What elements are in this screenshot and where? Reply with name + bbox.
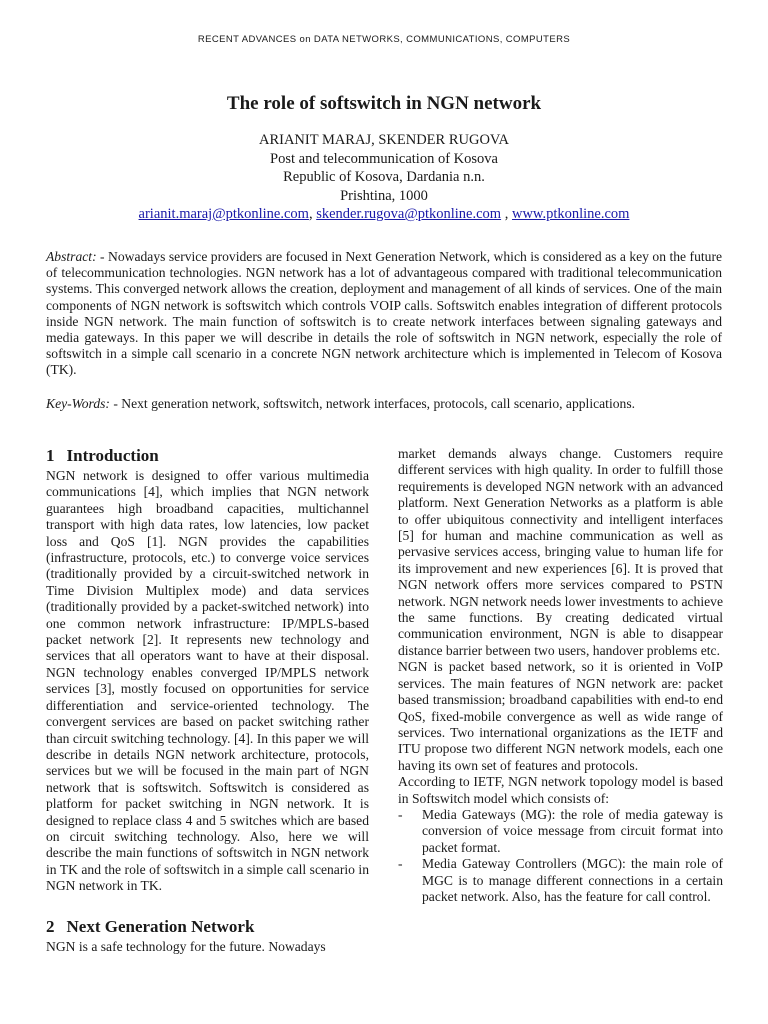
list-item <box>398 807 723 856</box>
paper-title: The role of softswitch in NGN network <box>226 93 542 114</box>
ngn-paragraph-start: NGN is a safe technology for the future. Nowadays <box>46 938 326 954</box>
section-heading-introduction <box>46 446 369 466</box>
affiliation-line: Post and telecommunication of Kosova <box>270 150 498 167</box>
ngn-paragraph-2: NGN is packet based network, so it is oriented in VoIP services. The main features of NGN network are: packet based transmission; broadband capabilities with end-to end QoS, fixed-mobile convergence as well as wide range of services. Two international organizations as the IETF and ITU propose two different NGN network models, each one having its own set of features and protocols. <box>398 659 723 773</box>
list-item-text: Media Gateway Controllers (MGC): the main role of MGC is to manage different connections in a certain packet network. Also, has the feature for call control. <box>422 856 723 904</box>
abstract-label: Abstract: <box>46 249 97 264</box>
keywords-text: - Next generation network, softswitch, network interfaces, protocols, call scenario, applications. <box>109 396 636 411</box>
affiliation-line: Prishtina, 1000 <box>340 187 428 204</box>
abstract-text: - Nowadays service providers are focused in Next Generation Network, which is considered as a key on the future of telecommunication technologies. NGN network has a lot of advantageous compared with traditional telecommunication systems. This converged network allows the creation, deployment and management of all kinds of services. One of the main components of NGN network is softswitch which controls VOIP calls. Softswitch enables integration of different protocols inside NGN network. The main function of softswitch is to create network interfaces between signaling gateways and media gateways. In this paper we will describe in details the role of softswitch in NGN network, especially the role of softswitch in a simple call scenario in a concrete NGN network architecture which is implemented in Telecom of Kosova (TK). <box>46 249 722 378</box>
separator: , <box>308 206 317 222</box>
email-link-maraj[interactable]: arianit.maraj@ptkonline.com <box>138 206 309 222</box>
separator: , <box>501 206 512 222</box>
intro-paragraph: NGN network is designed to offer various multimedia communications [4], which implies that NGN network guarantees high broadband capacities, multichannel transport with high data rates, low latencies, low packet loss and QoS [1]. NGN provides the capabilities (infrastructure, protocols, etc.) to converge voice services (traditionally provided by a circuit-switched network in Time Division Multiplex mode) and data services (traditionally provided by a packet-switched network) into one common network infrastructure: IP/MPLS-based packet network [2]. It represents new technology and services that all operators want to have at their disposal. NGN technology enables converged IP/MPLS network services [3], mostly focused on opportunities for service differentiation and service-oriented technology. The convergent services are based on packet switching rather than circuit switching technology. [4]. In this paper we will describe in details NGN network architecture, protocols, services but we will be focused in the main part of NGN network that is softswitch. Softswitch is considered as platform for packet switching in NGN network. It is designed to replace class 4 and 5 switches which are based on circuit switching technology. Also, here we will describe the main functions of softswitch in NGN network in TK and the role of softswitch in a simple call scenario in NGN network in TK. <box>46 468 369 894</box>
section-number: 1 <box>46 446 55 465</box>
ngn-paragraph-3: According to IETF, NGN network topology model is based in Softswitch model which consists of: <box>398 774 723 806</box>
author-block <box>0 131 768 224</box>
email-link-rugova[interactable]: skender.rugova@ptkonline.com <box>316 206 502 222</box>
affiliation-line: Republic of Kosova, Dardania n.n. <box>283 169 485 185</box>
right-column <box>398 446 723 905</box>
website-link[interactable]: www.ptkonline.com <box>511 206 630 222</box>
contact-links <box>0 205 768 224</box>
running-head: RECENT ADVANCES on DATA NETWORKS, COMMUNICATIONS, COMPUTERS <box>197 34 571 45</box>
keywords <box>46 396 722 412</box>
section-title: Introduction <box>66 446 159 465</box>
list-dash: - <box>398 856 403 872</box>
topology-list <box>398 807 723 905</box>
list-dash: - <box>398 806 403 822</box>
list-item-text: Media Gateways (MG): the role of media gateway is conversion of voice message from circuit format into packet format. <box>422 806 723 855</box>
section-title: Next Generation Network <box>66 916 255 936</box>
author-names: ARIANIT MARAJ, SKENDER RUGOVA <box>258 132 509 148</box>
section-number: 2 <box>46 916 55 936</box>
ngn-paragraph-continued: market demands always change. Customers require different services with high quality. In order to fulfill those requirements is developed NGN network with an advanced platform. Next Generation Networks as a platform is able to offer ubiquitous connectivity and intelligent interfaces [5] for human and machine communication as well as pervasive services access, bringing value to human life for its improvement and new experiences [6]. It is proved that NGN network offers more services compared to PSTN network. NGN network needs lower investments to achieve the same functions. By creating dedicated virtual communication environment, NGN is able to disappear distance barrier between two users, handover problems etc. <box>398 446 723 658</box>
left-column <box>46 446 369 955</box>
keywords-label: Key-Words: <box>46 396 110 411</box>
abstract <box>46 249 722 379</box>
list-item <box>398 856 723 905</box>
section-heading-ngn <box>46 917 369 937</box>
